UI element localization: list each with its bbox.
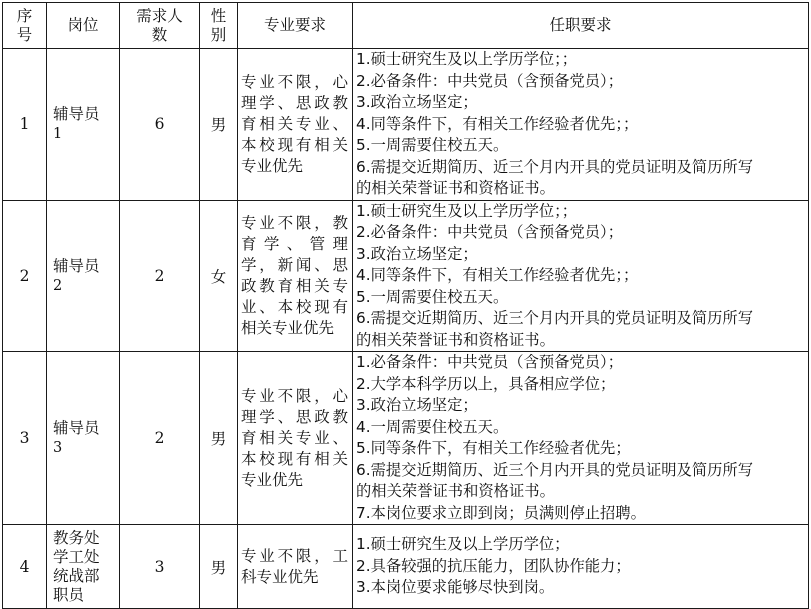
requirement-line: 1.硕士研究生及以上学历学位；；	[356, 201, 578, 220]
requirement-line: 3.本岗位要求能够尽快到岗。	[356, 578, 555, 597]
requirement-line: 的相关荣誉证书和资格证书。	[356, 179, 555, 197]
row-index: 4	[3, 525, 47, 609]
requirement-line: 6.需提交近期简历、近三个月内开具的党员证明及简历所写	[356, 460, 754, 479]
row-count: 2	[120, 352, 200, 525]
requirement-line: 6.需提交近期简历、近三个月内开具的党员证明及简历所写	[356, 157, 754, 176]
requirement-line: 4.一周需要住校五天。	[356, 417, 509, 436]
table-row	[3, 49, 809, 201]
row-requirements	[353, 49, 809, 201]
requirement-line: 3.政治立场坚定；	[356, 93, 478, 111]
header-position: 岗位	[47, 3, 120, 49]
requirement-line: 2.必备条件：中共党员（含预备党员）；	[356, 223, 623, 241]
row-position: 辅导员 2	[47, 200, 120, 352]
requirement-line: 1.必备条件：中共党员（含预备党员）；	[356, 353, 623, 371]
table-row	[3, 352, 809, 525]
requirement-line: 5.一周需要住校五天。	[356, 287, 509, 306]
row-major: 专业不限，教育学、管理学，新闻、思政教育相关专业、本校现有相关专业优先	[238, 200, 353, 352]
row-gender: 男	[200, 49, 238, 201]
requirement-line: 1.硕士研究生及以上学历学位；	[356, 535, 570, 554]
header-requirements: 任职要求	[353, 3, 809, 49]
recruitment-table	[2, 2, 809, 609]
row-major: 专业不限，工科专业优先	[238, 525, 353, 609]
requirement-line: 2.具备较强的抗压能力，团队协作能力；	[356, 556, 631, 575]
requirement-line: 2.必备条件：中共党员（含预备党员）；	[356, 71, 623, 90]
header-major: 专业要求	[238, 3, 353, 49]
row-major: 专业不限，心理学、思政教育相关专业、本校现有相关专业优先	[238, 49, 353, 201]
header-row	[3, 3, 809, 49]
header-index: 序 号	[3, 3, 47, 49]
table-row	[3, 525, 809, 609]
requirement-line: 4.同等条件下，有相关工作经验者优先；；	[356, 114, 639, 133]
requirement-line: 3.政治立场坚定；	[356, 396, 478, 414]
table-row	[3, 200, 809, 352]
requirement-line: 1.硕士研究生及以上学历学位；；	[356, 50, 578, 68]
row-requirements	[353, 200, 809, 352]
row-position: 辅导员 3	[47, 352, 120, 525]
row-count: 3	[120, 525, 200, 609]
row-count: 2	[120, 200, 200, 352]
requirement-line: 3.政治立场坚定；	[356, 244, 478, 263]
row-gender: 男	[200, 352, 238, 525]
row-requirements	[353, 352, 809, 525]
requirement-line: 6.需提交近期简历、近三个月内开具的党员证明及简历所写	[356, 309, 754, 327]
row-count: 6	[120, 49, 200, 201]
requirement-line: 5.同等条件下，有相关工作经验者优先；	[356, 439, 631, 457]
row-position: 教务处 学工处 统战部 职员	[47, 525, 120, 609]
row-requirements	[353, 525, 809, 609]
requirement-line: 的相关荣誉证书和资格证书。	[356, 330, 555, 349]
requirement-line: 7.本岗位要求立即到岗；员满则停止招聘。	[356, 503, 646, 522]
row-index: 2	[3, 200, 47, 352]
row-gender: 男	[200, 525, 238, 609]
requirement-line: 4.同等条件下，有相关工作经验者优先；；	[356, 266, 639, 284]
header-count: 需求人 数	[120, 3, 200, 49]
row-index: 3	[3, 352, 47, 525]
header-gender: 性 别	[200, 3, 238, 49]
row-gender: 女	[200, 200, 238, 352]
row-position: 辅导员 1	[47, 49, 120, 201]
requirement-line: 2.大学本科学历以上，具备相应学位；	[356, 374, 616, 393]
requirement-line: 的相关荣誉证书和资格证书。	[356, 482, 555, 500]
requirement-line: 5.一周需要住校五天。	[356, 136, 509, 154]
row-major: 专业不限，心理学、思政教育相关专业、本校现有相关专业优先	[238, 352, 353, 525]
row-index: 1	[3, 49, 47, 201]
